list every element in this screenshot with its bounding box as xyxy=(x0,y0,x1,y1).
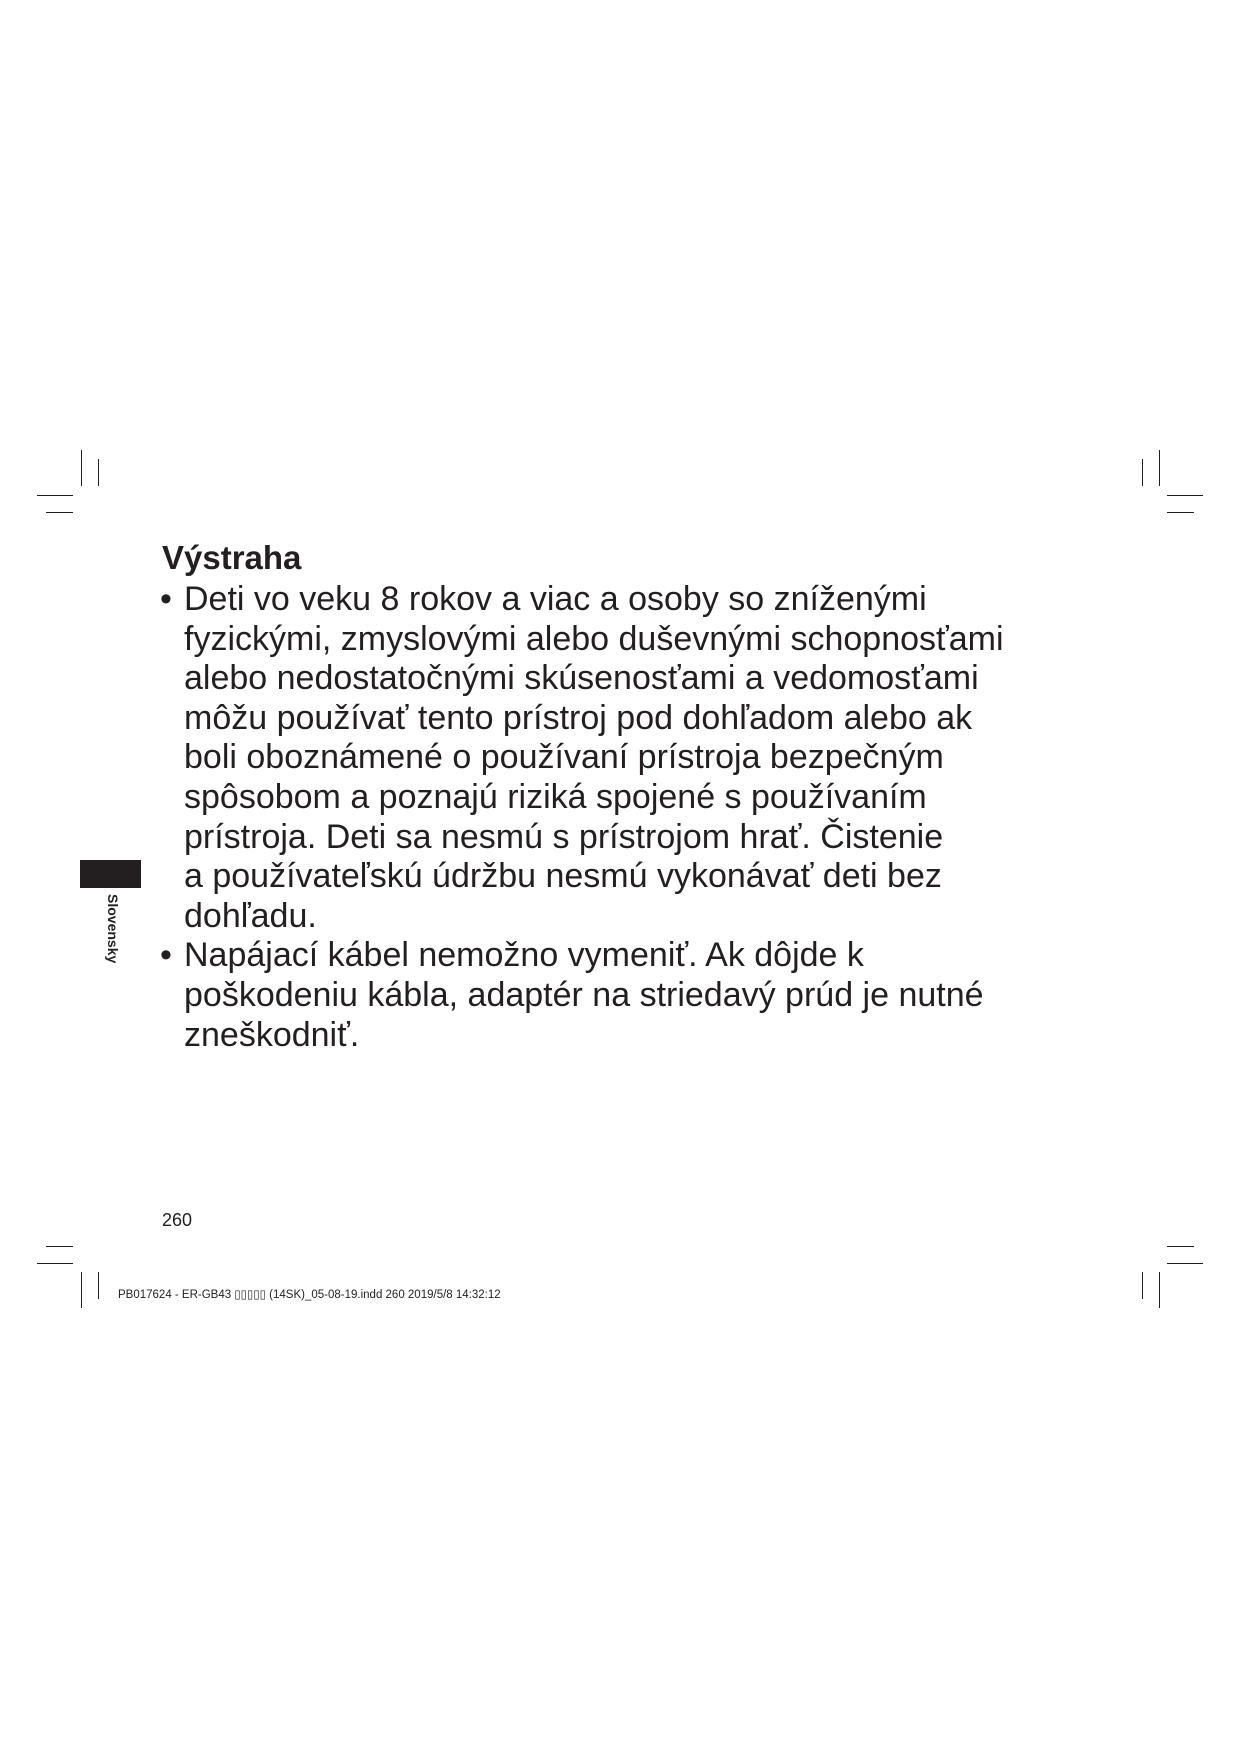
crop-mark-bottom-right-v2 xyxy=(1159,1272,1160,1308)
warning-text-line: dohľadu. xyxy=(184,896,317,935)
warning-text-line: môžu používať tento prístroj pod dohľadom alebo ak xyxy=(184,698,973,737)
bullet-marker: • xyxy=(160,580,172,618)
warning-text-line: Deti vo veku 8 rokov a viac a osoby so zníženými xyxy=(184,580,927,618)
warning-text-line: poškodeniu kábla, adaptér na striedavý prúd je nutné xyxy=(184,975,984,1014)
crop-mark-top-right-h1 xyxy=(1167,495,1203,496)
language-side-label: Slovensky xyxy=(105,894,121,964)
bullet-marker: • xyxy=(160,936,172,975)
crop-mark-top-left-h2 xyxy=(46,512,73,513)
print-slug: PB017624 - ER-GB43 ▯▯▯▯▯ (14SK)_05-08-19.indd 260 2019/5/8 14:32:12 xyxy=(118,1289,501,1301)
crop-mark-bottom-left-h2 xyxy=(37,1263,73,1264)
warning-text-line: alebo nedostatočnými skúsenosťami a vedomosťami xyxy=(184,659,979,698)
crop-mark-top-right-h2 xyxy=(1167,512,1194,513)
crop-mark-bottom-left-h1 xyxy=(46,1246,73,1247)
warning-text-line: prístroja. Deti sa nesmú s prístrojom hrať. Čistenie xyxy=(184,817,944,856)
language-tab-marker xyxy=(80,860,141,888)
warning-list xyxy=(160,580,1100,1055)
warning-text-line: spôsobom a poznajú riziká spojené s používaním xyxy=(184,777,927,816)
warning-text-line: Napájací kábel nemožno vymeniť. Ak dôjde k xyxy=(184,936,864,975)
page-number: 260 xyxy=(162,1210,193,1230)
crop-mark-top-right-v1 xyxy=(1142,459,1143,486)
crop-mark-top-left-h1 xyxy=(37,495,73,496)
crop-mark-bottom-right-v1 xyxy=(1142,1272,1143,1299)
warning-text-line: boli oboznámené o používaní prístroja bezpečným xyxy=(184,738,944,777)
warning-text-line: fyzickými, zmyslovými alebo duševnými schopnosťami xyxy=(184,619,1004,658)
crop-mark-top-left-v2 xyxy=(98,459,99,486)
crop-mark-bottom-right-h1 xyxy=(1167,1246,1194,1247)
warning-item-children xyxy=(160,580,1100,936)
crop-mark-bottom-right-h2 xyxy=(1167,1263,1203,1264)
crop-mark-bottom-left-v1 xyxy=(81,1272,82,1308)
crop-mark-top-left-v1 xyxy=(81,450,82,486)
warning-text-line: a používateľskú údržbu nesmú vykonávať deti bez xyxy=(184,857,942,896)
warning-text-line: zneškodniť. xyxy=(184,1015,360,1054)
crop-mark-bottom-left-v2 xyxy=(98,1272,99,1299)
section-heading: Výstraha xyxy=(162,539,302,576)
warning-item-power-cable xyxy=(160,936,1100,1055)
crop-mark-top-right-v2 xyxy=(1159,450,1160,486)
